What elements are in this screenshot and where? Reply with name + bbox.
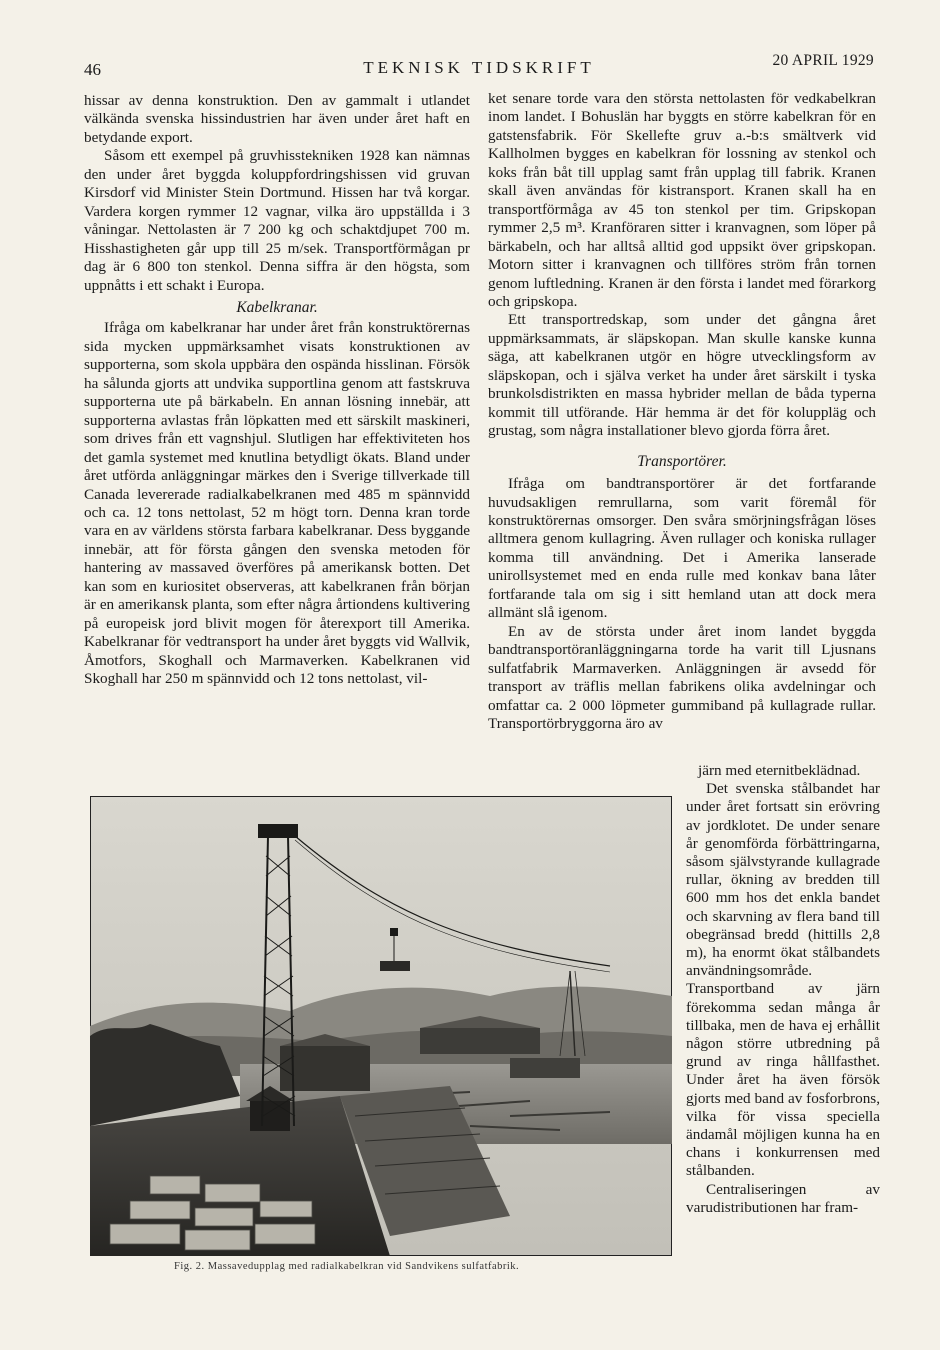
issue-date: 20 APRIL 1929 (772, 52, 874, 69)
paragraph: Ett transportredskap, som under det gångna året uppmärksammats, är släpskopan. Man skulle kanske kunna säga, att kabelkranen utgör en högre utvecklingsform av släpskopan, och i själva verket ha under året särskilt i tyska brunkolsdistrikten en massa hybrider mellan de båda typerna kommit till utförande. Här hemma är det för koluppläg och grustag, som några installationer blevo gjorda förra året. (488, 311, 876, 440)
photo-cable-crane (90, 796, 672, 1256)
paragraph: Centraliseringen av varudistributionen har fram- (686, 1180, 880, 1216)
figure-photo (90, 796, 672, 1256)
paragraph: Ifråga om kabelkranar har under året från konstruktörernas sida mycken uppmärksamhet visats konstruktionen av supporterna, som skola uppbära den ospända hisslinan. Försök ha sålunda gjorts att undvika supportlina genom att fastskruva supporterna ute på bärkabeln. En annan lösning innebär, att supporterna avlastas från löpkatten med ett särskilt maskineri, som drives från ett vagnshjul. Slutligen har effektiviteten hos det gamla systemet med knutlina betydligt ökats. Bland under året utförda anläggningar märkes den i Sverige tillverkade till Canada levererade radialkabelkranen med 485 m spännvidd och ca. 12 tons nettolast, 52 m högt torn. Denna kran torde vara en av världens största farbara kabelkranar. Dess byggande innebär, att för första gången den svenska metoden för hantering av massaved överföres på amerikansk botten. Det kan som en kuriositet observeras, att kabelkranen från början är en amerikansk planta, som efter några årtiondens kultivering på europeisk jord blivit mogen för återexport till Amerika. Kabelkranar för vedtransport ha under året byggts vid Wallvik, Åmotfors, Skoghall och Marmaverken. Kabelkranen vid Skoghall har 250 m spännvidd och 12 tons nettolast, vil- (84, 319, 470, 688)
figure-caption: Fig. 2. Massavedupplag med radialkabelkran vid Sandvikens sulfatfabrik. (174, 1261, 520, 1272)
paragraph: ket senare torde vara den största nettolasten för vedkabelkran inom landet. I Bohuslän har byggts en större kabelkran för en gatstensfabrik. För Skellefte gruv a.-b:s smältverk vid Kallholmen bygges en kabelkran för lossning av stenkol och koks från båt till upplag samt från upplag till fabrik. Kranen skall även användas för kistransport. Kranen skall ha en transportförmåga av 45 ton stenkol per tim. Gripskopan rymmer 2,5 m³. Kranföraren sitter i kranvagnen, som löper på bärkabeln, och har alltså alltid god uppsikt över gripskopan. Motorn sitter i kranvagnen och tillföres ström från tornen genom luftledning. Kranen är den första i landet med förarkorg och gripskopa. (488, 90, 876, 310)
right-column (488, 90, 876, 733)
paragraph: Ifråga om bandtransportörer är det fortfarande huvudsakligen remrullarna, som varit föremål för konstruktörernas omsorger. Den svåra smörjningsfrågan löses alltmera genom kullagring. Även rullager och koniska rullager komma till användning. Det i Amerika lanserade unirollsystemet med en enda rulle med konkav bana låter fortfarande tala om sig i sitt hemland utan att dock mera allmänt slå igenom. (488, 475, 876, 622)
paragraph: Såsom ett exempel på gruvhisstekniken 1928 kan nämnas den under året byggda koluppfordringshissen vid gruvan Kirsdorf vid Minister Stein Dortmund. Hissen har två korgar. Vardera korgen rymmer 12 vagnar, vilka äro uppställda i 3 våningar. Nettolasten är 7 200 kg och schaktdjupet 700 m. Hisshastigheten går upp till 25 m/sek. Transportförmågan pr dag är 6 800 ton stenkol. Denna siffra är den högsta, som uppnåtts i ett schakt i Europa. (84, 147, 470, 294)
journal-title: TEKNISK TIDSKRIFT (363, 58, 595, 77)
running-header (84, 52, 874, 80)
section-heading-transportorer: Transportörer. (637, 452, 727, 470)
section-heading-kabelkranar: Kabelkranar. (236, 298, 318, 316)
narrow-column (686, 762, 880, 1217)
paragraph: Det svenska stålbandet har under året fortsatt sin erövring av jordklotet. De under senare år genomförda förbättringarna, såsom självstyrande kullagrade rullar, ökning av bredden till 600 mm hos det enkla bandet och skarvning av flera band till obegränsad bredd (hittills 2,8 m), ha enormt ökat stålbandets användningsområde. Transportband av järn förekomma sedan många år tillbaka, men de hava ej erhållit någon större utbredning på grund av ringa hållfasthet. Under året ha även försök gjorts med band av fosforbrons, vilka för vissa speciella ändamål möjligen kunna ha en chans i konkurrensen med stålbanden. (686, 780, 880, 1180)
paragraph: hissar av denna konstruktion. Den av gammalt i utlandet välkända svenska hissindustrien har även under året haft en betydande export. (84, 92, 470, 146)
paragraph: En av de största under året inom landet byggda bandtransportöranläggningarna torde ha varit till Ljusnans sulfatfabrik Marmaverken. Anläggningen är avsedd för transport av träflis mellan fabrikens olika avdelningar och omfattar ca. 2 000 löpmeter gummiband på kullagrade rullar. Transportörbryggorna äro av (488, 622, 876, 732)
page-number: 46 (84, 60, 101, 79)
left-column (84, 92, 470, 689)
paragraph: järn med eternitbeklädnad. (698, 762, 861, 779)
